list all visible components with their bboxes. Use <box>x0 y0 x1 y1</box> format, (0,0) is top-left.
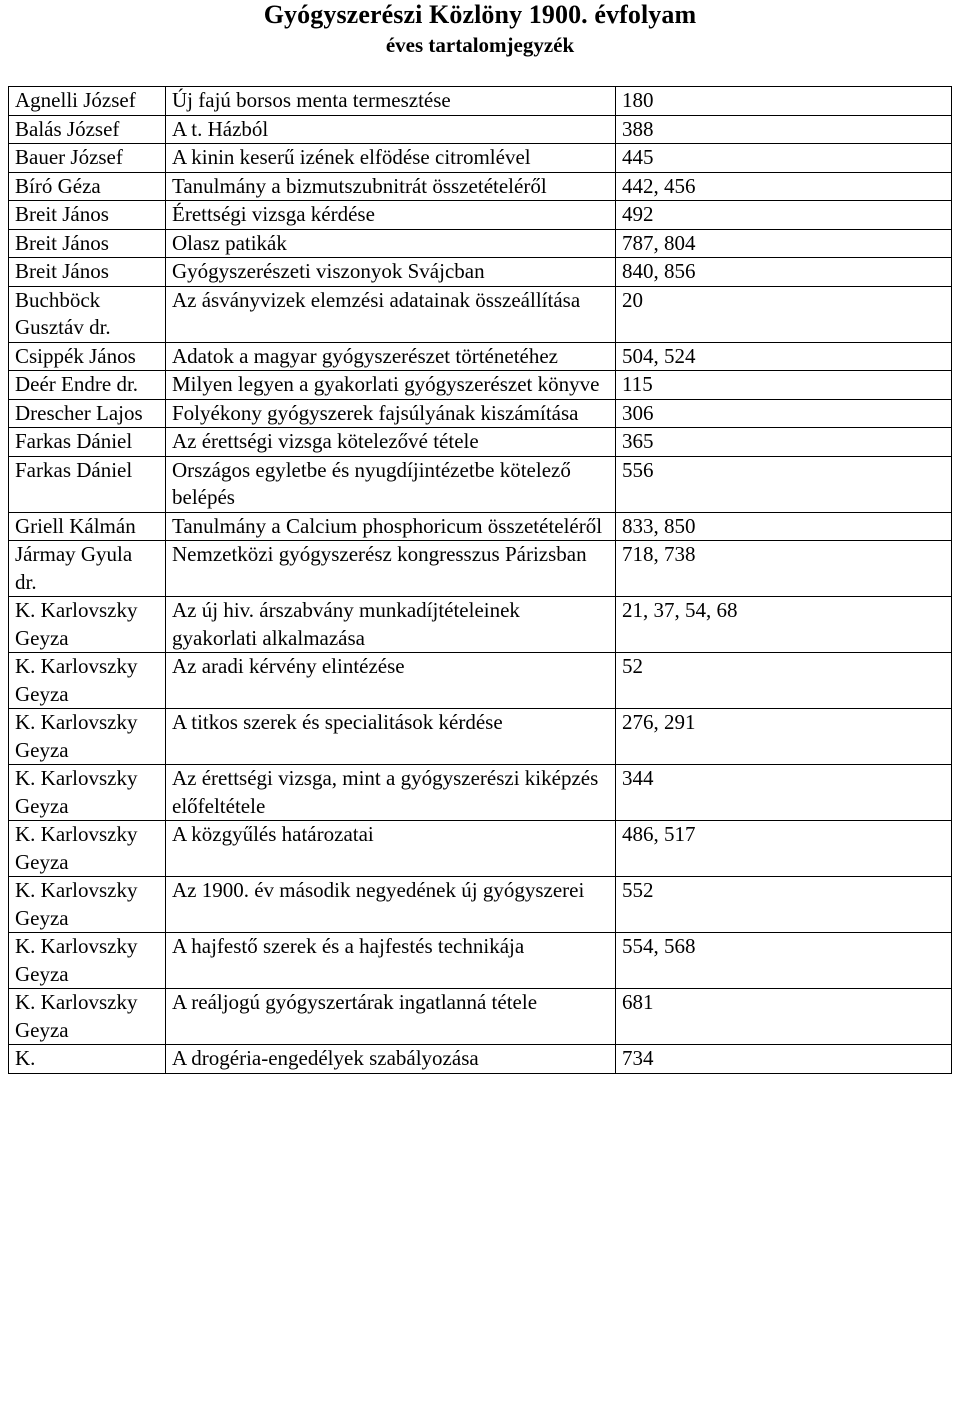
table-row <box>9 821 952 877</box>
title-cell: A titkos szerek és specialitások kérdése <box>166 709 616 765</box>
page-title: Gyógyszerészi Közlöny 1900. évfolyam <box>263 0 697 29</box>
pages-cell: 552 <box>616 877 952 933</box>
title-cell: Új fajú borsos menta termesztése <box>166 87 616 116</box>
pages-cell: 681 <box>616 989 952 1045</box>
contents-table <box>8 86 952 1074</box>
title-cell: A reáljogú gyógyszertárak ingatlanná tétele <box>166 989 616 1045</box>
table-row <box>9 877 952 933</box>
title-cell: Gyógyszerészeti viszonyok Svájcban <box>166 258 616 287</box>
pages-cell: 21, 37, 54, 68 <box>616 597 952 653</box>
table-row <box>9 342 952 371</box>
title-cell: Országos egyletbe és nyugdíjintézetbe kötelező belépés <box>166 456 616 512</box>
author-cell: K. Karlovszky Geyza <box>9 877 166 933</box>
author-cell: K. Karlovszky Geyza <box>9 597 166 653</box>
title-cell: Tanulmány a Calcium phosphoricum összetételéről <box>166 512 616 541</box>
title-cell: Az ásványvizek elemzési adatainak összeállítása <box>166 286 616 342</box>
pages-cell: 718, 738 <box>616 541 952 597</box>
pages-cell: 734 <box>616 1045 952 1074</box>
author-cell: Deér Endre dr. <box>9 371 166 400</box>
title-cell: Érettségi vizsga kérdése <box>166 201 616 230</box>
pages-cell: 388 <box>616 115 952 144</box>
author-cell: K. Karlovszky Geyza <box>9 933 166 989</box>
pages-cell: 486, 517 <box>616 821 952 877</box>
author-cell: Bauer József <box>9 144 166 173</box>
table-row <box>9 933 952 989</box>
pages-cell: 344 <box>616 765 952 821</box>
table-row <box>9 286 952 342</box>
table-row <box>9 229 952 258</box>
author-cell: K. Karlovszky Geyza <box>9 653 166 709</box>
table-row <box>9 399 952 428</box>
table-row <box>9 144 952 173</box>
title-cell: A t. Házból <box>166 115 616 144</box>
author-cell: K. Karlovszky Geyza <box>9 709 166 765</box>
author-cell: K. Karlovszky Geyza <box>9 821 166 877</box>
table-row <box>9 201 952 230</box>
table-row <box>9 115 952 144</box>
author-cell: Breit János <box>9 201 166 230</box>
title-cell: Adatok a magyar gyógyszerészet történetéhez <box>166 342 616 371</box>
pages-cell: 115 <box>616 371 952 400</box>
pages-cell: 492 <box>616 201 952 230</box>
title-cell: A hajfestő szerek és a hajfestés technikája <box>166 933 616 989</box>
title-cell: A kinin keserű izének elfödése citromlével <box>166 144 616 173</box>
table-row <box>9 456 952 512</box>
title-cell: Tanulmány a bizmutszubnitrát összetételéről <box>166 172 616 201</box>
pages-cell: 306 <box>616 399 952 428</box>
table-row <box>9 428 952 457</box>
pages-cell: 20 <box>616 286 952 342</box>
author-cell: Agnelli József <box>9 87 166 116</box>
table-row <box>9 765 952 821</box>
pages-cell: 833, 850 <box>616 512 952 541</box>
author-cell: Griell Kálmán <box>9 512 166 541</box>
author-cell: Csippék János <box>9 342 166 371</box>
author-cell: Farkas Dániel <box>9 428 166 457</box>
title-cell: Folyékony gyógyszerek fajsúlyának kiszámítása <box>166 399 616 428</box>
title-cell: Milyen legyen a gyakorlati gyógyszerészet könyve <box>166 371 616 400</box>
author-cell: K. Karlovszky Geyza <box>9 765 166 821</box>
table-row <box>9 709 952 765</box>
table-row <box>9 653 952 709</box>
title-cell: A drogéria-engedélyek szabályozása <box>166 1045 616 1074</box>
table-row <box>9 258 952 287</box>
author-cell: Breit János <box>9 258 166 287</box>
table-row <box>9 87 952 116</box>
table-row <box>9 512 952 541</box>
author-cell: K. <box>9 1045 166 1074</box>
author-cell: Bíró Géza <box>9 172 166 201</box>
title-cell: Olasz patikák <box>166 229 616 258</box>
title-cell: Az új hiv. árszabvány munkadíjtételeinek gyakorlati alkalmazása <box>166 597 616 653</box>
pages-cell: 787, 804 <box>616 229 952 258</box>
table-row <box>9 989 952 1045</box>
author-cell: K. Karlovszky Geyza <box>9 989 166 1045</box>
author-cell: Buchböck Gusztáv dr. <box>9 286 166 342</box>
page-subtitle: éves tartalomjegyzék <box>385 33 575 57</box>
title-cell: Az 1900. év második negyedének új gyógyszerei <box>166 877 616 933</box>
pages-cell: 556 <box>616 456 952 512</box>
pages-cell: 365 <box>616 428 952 457</box>
pages-cell: 276, 291 <box>616 709 952 765</box>
pages-cell: 840, 856 <box>616 258 952 287</box>
pages-cell: 52 <box>616 653 952 709</box>
title-cell: A közgyűlés határozatai <box>166 821 616 877</box>
table-row <box>9 172 952 201</box>
title-cell: Az aradi kérvény elintézése <box>166 653 616 709</box>
title-cell: Az érettségi vizsga kötelezővé tétele <box>166 428 616 457</box>
author-cell: Breit János <box>9 229 166 258</box>
title-cell: Az érettségi vizsga, mint a gyógyszerészi kiképzés előfeltétele <box>166 765 616 821</box>
title-cell: Nemzetközi gyógyszerész kongresszus Párizsban <box>166 541 616 597</box>
table-row <box>9 541 952 597</box>
pages-cell: 504, 524 <box>616 342 952 371</box>
author-cell: Jármay Gyula dr. <box>9 541 166 597</box>
pages-cell: 554, 568 <box>616 933 952 989</box>
pages-cell: 445 <box>616 144 952 173</box>
pages-cell: 180 <box>616 87 952 116</box>
author-cell: Drescher Lajos <box>9 399 166 428</box>
pages-cell: 442, 456 <box>616 172 952 201</box>
table-row <box>9 597 952 653</box>
author-cell: Balás József <box>9 115 166 144</box>
table-row <box>9 1045 952 1074</box>
page-header <box>0 0 960 57</box>
author-cell: Farkas Dániel <box>9 456 166 512</box>
table-row <box>9 371 952 400</box>
contents-table-body <box>9 87 952 1074</box>
